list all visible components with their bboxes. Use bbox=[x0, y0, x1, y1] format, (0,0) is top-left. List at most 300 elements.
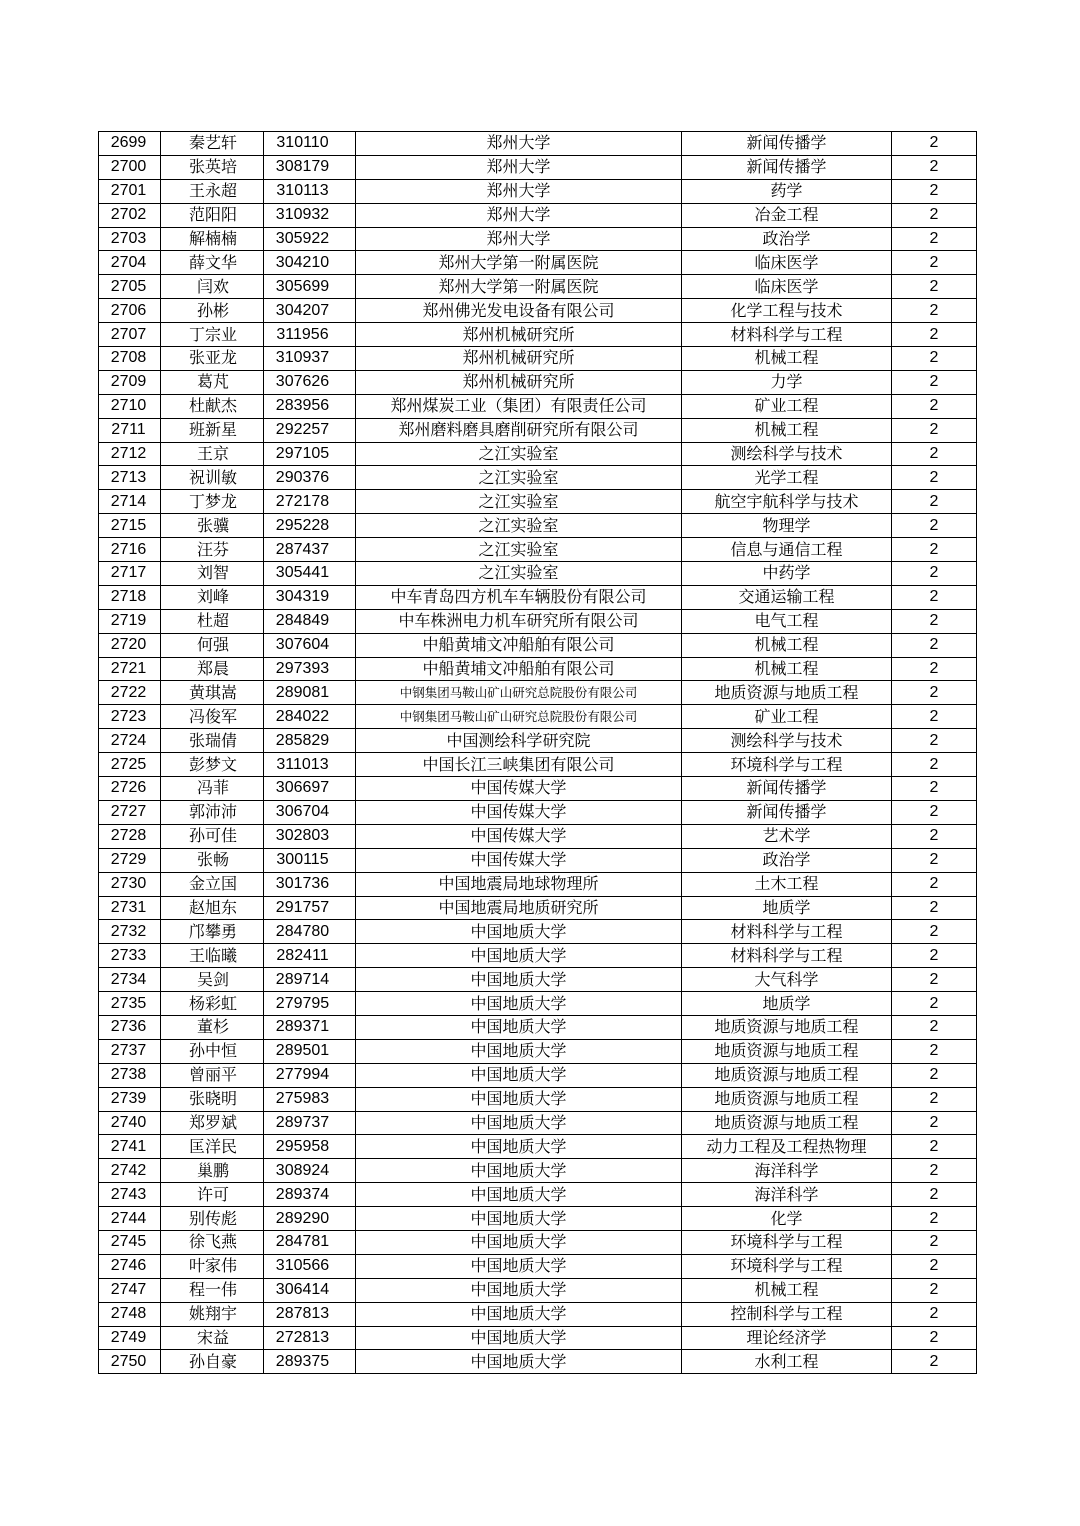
category-cell: 2 bbox=[892, 1015, 977, 1039]
id-number-cell: 272178 bbox=[264, 490, 356, 514]
discipline-cell: 冶金工程 bbox=[682, 203, 892, 227]
row-number-cell: 2744 bbox=[99, 1207, 161, 1231]
row-number-cell: 2746 bbox=[99, 1254, 161, 1278]
category-cell: 2 bbox=[892, 179, 977, 203]
row-number-cell: 2711 bbox=[99, 418, 161, 442]
category-cell: 2 bbox=[892, 585, 977, 609]
name-cell: 闫欢 bbox=[161, 275, 264, 299]
institution-cell: 中国地质大学 bbox=[356, 944, 682, 968]
institution-cell: 中钢集团马鞍山矿山研究总院股份有限公司 bbox=[356, 705, 682, 729]
id-number-cell: 287813 bbox=[264, 1302, 356, 1326]
category-cell: 2 bbox=[892, 394, 977, 418]
name-cell: 巢鹏 bbox=[161, 1159, 264, 1183]
name-cell: 叶家伟 bbox=[161, 1254, 264, 1278]
category-cell: 2 bbox=[892, 514, 977, 538]
row-number-cell: 2705 bbox=[99, 275, 161, 299]
row-number-cell: 2728 bbox=[99, 824, 161, 848]
name-cell: 郭沛沛 bbox=[161, 800, 264, 824]
id-number-cell: 310113 bbox=[264, 179, 356, 203]
category-cell: 2 bbox=[892, 657, 977, 681]
institution-cell: 中国地质大学 bbox=[356, 1135, 682, 1159]
row-number-cell: 2717 bbox=[99, 562, 161, 586]
institution-cell: 中国地震局地质研究所 bbox=[356, 896, 682, 920]
institution-cell: 中国地质大学 bbox=[356, 1254, 682, 1278]
id-number-cell: 307604 bbox=[264, 633, 356, 657]
discipline-cell: 环境科学与工程 bbox=[682, 753, 892, 777]
table-row bbox=[99, 1135, 977, 1159]
name-cell: 张骥 bbox=[161, 514, 264, 538]
id-number-cell: 297105 bbox=[264, 442, 356, 466]
table-row bbox=[99, 1063, 977, 1087]
category-cell: 2 bbox=[892, 705, 977, 729]
category-cell: 2 bbox=[892, 347, 977, 371]
row-number-cell: 2743 bbox=[99, 1183, 161, 1207]
category-cell: 2 bbox=[892, 562, 977, 586]
institution-cell: 中车青岛四方机车车辆股份有限公司 bbox=[356, 585, 682, 609]
table-row bbox=[99, 1254, 977, 1278]
name-cell: 杨彩虹 bbox=[161, 992, 264, 1016]
id-number-cell: 282411 bbox=[264, 944, 356, 968]
discipline-cell: 地质资源与地质工程 bbox=[682, 1111, 892, 1135]
table-row bbox=[99, 442, 977, 466]
discipline-cell: 地质资源与地质工程 bbox=[682, 1039, 892, 1063]
discipline-cell: 环境科学与工程 bbox=[682, 1254, 892, 1278]
institution-cell: 之江实验室 bbox=[356, 538, 682, 562]
category-cell: 2 bbox=[892, 251, 977, 275]
category-cell: 2 bbox=[892, 872, 977, 896]
name-cell: 何强 bbox=[161, 633, 264, 657]
table-row bbox=[99, 944, 977, 968]
institution-cell: 中船黄埔文冲船舶有限公司 bbox=[356, 633, 682, 657]
discipline-cell: 矿业工程 bbox=[682, 705, 892, 729]
id-number-cell: 289290 bbox=[264, 1207, 356, 1231]
name-cell: 徐飞燕 bbox=[161, 1230, 264, 1254]
row-number-cell: 2745 bbox=[99, 1230, 161, 1254]
row-number-cell: 2737 bbox=[99, 1039, 161, 1063]
name-cell: 葛芃 bbox=[161, 370, 264, 394]
id-number-cell: 304207 bbox=[264, 299, 356, 323]
name-cell: 杜超 bbox=[161, 609, 264, 633]
id-number-cell: 289714 bbox=[264, 968, 356, 992]
institution-cell: 中国传媒大学 bbox=[356, 824, 682, 848]
institution-cell: 郑州佛光发电设备有限公司 bbox=[356, 299, 682, 323]
table-row bbox=[99, 824, 977, 848]
category-cell: 2 bbox=[892, 968, 977, 992]
table-row bbox=[99, 538, 977, 562]
row-number-cell: 2748 bbox=[99, 1302, 161, 1326]
id-number-cell: 305699 bbox=[264, 275, 356, 299]
table-row bbox=[99, 992, 977, 1016]
table-row bbox=[99, 1230, 977, 1254]
discipline-cell: 新闻传播学 bbox=[682, 132, 892, 156]
id-number-cell: 310110 bbox=[264, 132, 356, 156]
name-cell: 董杉 bbox=[161, 1015, 264, 1039]
row-number-cell: 2730 bbox=[99, 872, 161, 896]
discipline-cell: 水利工程 bbox=[682, 1350, 892, 1374]
id-number-cell: 283956 bbox=[264, 394, 356, 418]
id-number-cell: 285829 bbox=[264, 729, 356, 753]
row-number-cell: 2742 bbox=[99, 1159, 161, 1183]
institution-cell: 中车株洲电力机车研究所有限公司 bbox=[356, 609, 682, 633]
discipline-cell: 材料科学与工程 bbox=[682, 920, 892, 944]
discipline-cell: 航空宇航科学与技术 bbox=[682, 490, 892, 514]
category-cell: 2 bbox=[892, 227, 977, 251]
discipline-cell: 新闻传播学 bbox=[682, 155, 892, 179]
name-cell: 宋益 bbox=[161, 1326, 264, 1350]
table-row bbox=[99, 1278, 977, 1302]
discipline-cell: 测绘科学与技术 bbox=[682, 729, 892, 753]
name-cell: 赵旭东 bbox=[161, 896, 264, 920]
institution-cell: 郑州煤炭工业（集团）有限责任公司 bbox=[356, 394, 682, 418]
table-row bbox=[99, 681, 977, 705]
name-cell: 别传彪 bbox=[161, 1207, 264, 1231]
name-cell: 冯菲 bbox=[161, 777, 264, 801]
table-row bbox=[99, 394, 977, 418]
institution-cell: 中国地质大学 bbox=[356, 1111, 682, 1135]
id-number-cell: 311956 bbox=[264, 323, 356, 347]
row-number-cell: 2747 bbox=[99, 1278, 161, 1302]
row-number-cell: 2739 bbox=[99, 1087, 161, 1111]
table-row bbox=[99, 1207, 977, 1231]
name-cell: 孙中恒 bbox=[161, 1039, 264, 1063]
category-cell: 2 bbox=[892, 753, 977, 777]
discipline-cell: 机械工程 bbox=[682, 418, 892, 442]
discipline-cell: 化学工程与技术 bbox=[682, 299, 892, 323]
category-cell: 2 bbox=[892, 729, 977, 753]
category-cell: 2 bbox=[892, 275, 977, 299]
category-cell: 2 bbox=[892, 1230, 977, 1254]
table-row bbox=[99, 729, 977, 753]
discipline-cell: 地质资源与地质工程 bbox=[682, 1087, 892, 1111]
row-number-cell: 2735 bbox=[99, 992, 161, 1016]
name-cell: 张亚龙 bbox=[161, 347, 264, 371]
name-cell: 丁宗业 bbox=[161, 323, 264, 347]
id-number-cell: 291757 bbox=[264, 896, 356, 920]
table-row bbox=[99, 1039, 977, 1063]
category-cell: 2 bbox=[892, 1207, 977, 1231]
id-number-cell: 310937 bbox=[264, 347, 356, 371]
category-cell: 2 bbox=[892, 1326, 977, 1350]
discipline-cell: 光学工程 bbox=[682, 466, 892, 490]
name-cell: 匡洋民 bbox=[161, 1135, 264, 1159]
name-cell: 解楠楠 bbox=[161, 227, 264, 251]
name-cell: 祝训敏 bbox=[161, 466, 264, 490]
discipline-cell: 临床医学 bbox=[682, 275, 892, 299]
id-number-cell: 308179 bbox=[264, 155, 356, 179]
institution-cell: 中国地质大学 bbox=[356, 1039, 682, 1063]
table-row bbox=[99, 275, 977, 299]
row-number-cell: 2707 bbox=[99, 323, 161, 347]
id-number-cell: 287437 bbox=[264, 538, 356, 562]
category-cell: 2 bbox=[892, 418, 977, 442]
category-cell: 2 bbox=[892, 1278, 977, 1302]
discipline-cell: 测绘科学与技术 bbox=[682, 442, 892, 466]
row-number-cell: 2723 bbox=[99, 705, 161, 729]
category-cell: 2 bbox=[892, 848, 977, 872]
institution-cell: 中国地质大学 bbox=[356, 1278, 682, 1302]
id-number-cell: 306704 bbox=[264, 800, 356, 824]
row-number-cell: 2716 bbox=[99, 538, 161, 562]
discipline-cell: 地质资源与地质工程 bbox=[682, 1015, 892, 1039]
category-cell: 2 bbox=[892, 1039, 977, 1063]
id-number-cell: 292257 bbox=[264, 418, 356, 442]
table-row bbox=[99, 753, 977, 777]
id-number-cell: 289501 bbox=[264, 1039, 356, 1063]
row-number-cell: 2750 bbox=[99, 1350, 161, 1374]
discipline-cell: 新闻传播学 bbox=[682, 777, 892, 801]
name-cell: 张英培 bbox=[161, 155, 264, 179]
institution-cell: 之江实验室 bbox=[356, 562, 682, 586]
category-cell: 2 bbox=[892, 299, 977, 323]
category-cell: 2 bbox=[892, 633, 977, 657]
institution-cell: 中国传媒大学 bbox=[356, 800, 682, 824]
category-cell: 2 bbox=[892, 1111, 977, 1135]
table-row bbox=[99, 251, 977, 275]
table-row bbox=[99, 585, 977, 609]
id-number-cell: 284780 bbox=[264, 920, 356, 944]
id-number-cell: 284849 bbox=[264, 609, 356, 633]
category-cell: 2 bbox=[892, 155, 977, 179]
category-cell: 2 bbox=[892, 538, 977, 562]
id-number-cell: 304210 bbox=[264, 251, 356, 275]
category-cell: 2 bbox=[892, 824, 977, 848]
table-row bbox=[99, 562, 977, 586]
institution-cell: 郑州大学第一附属医院 bbox=[356, 275, 682, 299]
institution-cell: 中国地质大学 bbox=[356, 992, 682, 1016]
row-number-cell: 2727 bbox=[99, 800, 161, 824]
institution-cell: 中国地质大学 bbox=[356, 968, 682, 992]
table-row bbox=[99, 896, 977, 920]
category-cell: 2 bbox=[892, 1063, 977, 1087]
name-cell: 范阳阳 bbox=[161, 203, 264, 227]
discipline-cell: 化学 bbox=[682, 1207, 892, 1231]
name-cell: 姚翔宇 bbox=[161, 1302, 264, 1326]
id-number-cell: 305441 bbox=[264, 562, 356, 586]
table-row bbox=[99, 203, 977, 227]
table-row bbox=[99, 1087, 977, 1111]
row-number-cell: 2699 bbox=[99, 132, 161, 156]
name-cell: 孙彬 bbox=[161, 299, 264, 323]
roster-table-body bbox=[99, 132, 977, 1374]
name-cell: 薛文华 bbox=[161, 251, 264, 275]
row-number-cell: 2703 bbox=[99, 227, 161, 251]
institution-cell: 中国地质大学 bbox=[356, 1087, 682, 1111]
table-row bbox=[99, 633, 977, 657]
institution-cell: 之江实验室 bbox=[356, 490, 682, 514]
row-number-cell: 2720 bbox=[99, 633, 161, 657]
category-cell: 2 bbox=[892, 1087, 977, 1111]
table-row bbox=[99, 968, 977, 992]
discipline-cell: 海洋科学 bbox=[682, 1183, 892, 1207]
id-number-cell: 297393 bbox=[264, 657, 356, 681]
id-number-cell: 300115 bbox=[264, 848, 356, 872]
name-cell: 彭梦文 bbox=[161, 753, 264, 777]
institution-cell: 中国地质大学 bbox=[356, 1350, 682, 1374]
row-number-cell: 2733 bbox=[99, 944, 161, 968]
institution-cell: 中国地质大学 bbox=[356, 1326, 682, 1350]
name-cell: 金立国 bbox=[161, 872, 264, 896]
name-cell: 郑晨 bbox=[161, 657, 264, 681]
discipline-cell: 临床医学 bbox=[682, 251, 892, 275]
discipline-cell: 政治学 bbox=[682, 227, 892, 251]
table-row bbox=[99, 1302, 977, 1326]
discipline-cell: 机械工程 bbox=[682, 633, 892, 657]
id-number-cell: 289371 bbox=[264, 1015, 356, 1039]
id-number-cell: 295958 bbox=[264, 1135, 356, 1159]
institution-cell: 中国地质大学 bbox=[356, 1207, 682, 1231]
institution-cell: 郑州大学 bbox=[356, 179, 682, 203]
institution-cell: 中国地质大学 bbox=[356, 1063, 682, 1087]
name-cell: 冯俊军 bbox=[161, 705, 264, 729]
roster-table bbox=[98, 131, 977, 1374]
institution-cell: 中船黄埔文冲船舶有限公司 bbox=[356, 657, 682, 681]
id-number-cell: 302803 bbox=[264, 824, 356, 848]
table-row bbox=[99, 705, 977, 729]
table-row bbox=[99, 347, 977, 371]
institution-cell: 郑州机械研究所 bbox=[356, 347, 682, 371]
discipline-cell: 环境科学与工程 bbox=[682, 1230, 892, 1254]
institution-cell: 中国地震局地球物理所 bbox=[356, 872, 682, 896]
institution-cell: 中国地质大学 bbox=[356, 1183, 682, 1207]
table-row bbox=[99, 848, 977, 872]
category-cell: 2 bbox=[892, 1302, 977, 1326]
discipline-cell: 地质学 bbox=[682, 896, 892, 920]
category-cell: 2 bbox=[892, 1135, 977, 1159]
row-number-cell: 2700 bbox=[99, 155, 161, 179]
table-row bbox=[99, 1326, 977, 1350]
id-number-cell: 311013 bbox=[264, 753, 356, 777]
institution-cell: 郑州大学 bbox=[356, 203, 682, 227]
table-row bbox=[99, 466, 977, 490]
name-cell: 班新星 bbox=[161, 418, 264, 442]
name-cell: 张晓明 bbox=[161, 1087, 264, 1111]
category-cell: 2 bbox=[892, 1254, 977, 1278]
discipline-cell: 地质资源与地质工程 bbox=[682, 1063, 892, 1087]
discipline-cell: 机械工程 bbox=[682, 1278, 892, 1302]
institution-cell: 中国测绘科学研究院 bbox=[356, 729, 682, 753]
name-cell: 刘峰 bbox=[161, 585, 264, 609]
discipline-cell: 海洋科学 bbox=[682, 1159, 892, 1183]
institution-cell: 郑州机械研究所 bbox=[356, 323, 682, 347]
id-number-cell: 310932 bbox=[264, 203, 356, 227]
table-row bbox=[99, 370, 977, 394]
discipline-cell: 物理学 bbox=[682, 514, 892, 538]
row-number-cell: 2718 bbox=[99, 585, 161, 609]
institution-cell: 中钢集团马鞍山矿山研究总院股份有限公司 bbox=[356, 681, 682, 705]
row-number-cell: 2708 bbox=[99, 347, 161, 371]
row-number-cell: 2736 bbox=[99, 1015, 161, 1039]
category-cell: 2 bbox=[892, 777, 977, 801]
row-number-cell: 2701 bbox=[99, 179, 161, 203]
id-number-cell: 304319 bbox=[264, 585, 356, 609]
discipline-cell: 理论经济学 bbox=[682, 1326, 892, 1350]
category-cell: 2 bbox=[892, 203, 977, 227]
id-number-cell: 306697 bbox=[264, 777, 356, 801]
name-cell: 刘智 bbox=[161, 562, 264, 586]
id-number-cell: 289081 bbox=[264, 681, 356, 705]
discipline-cell: 动力工程及工程热物理 bbox=[682, 1135, 892, 1159]
category-cell: 2 bbox=[892, 800, 977, 824]
category-cell: 2 bbox=[892, 1159, 977, 1183]
category-cell: 2 bbox=[892, 920, 977, 944]
row-number-cell: 2714 bbox=[99, 490, 161, 514]
discipline-cell: 电气工程 bbox=[682, 609, 892, 633]
discipline-cell: 地质学 bbox=[682, 992, 892, 1016]
discipline-cell: 中药学 bbox=[682, 562, 892, 586]
row-number-cell: 2709 bbox=[99, 370, 161, 394]
name-cell: 杜献杰 bbox=[161, 394, 264, 418]
row-number-cell: 2713 bbox=[99, 466, 161, 490]
institution-cell: 郑州大学 bbox=[356, 155, 682, 179]
id-number-cell: 284781 bbox=[264, 1230, 356, 1254]
discipline-cell: 信息与通信工程 bbox=[682, 538, 892, 562]
category-cell: 2 bbox=[892, 1350, 977, 1374]
table-row bbox=[99, 657, 977, 681]
row-number-cell: 2706 bbox=[99, 299, 161, 323]
row-number-cell: 2722 bbox=[99, 681, 161, 705]
discipline-cell: 交通运输工程 bbox=[682, 585, 892, 609]
id-number-cell: 289375 bbox=[264, 1350, 356, 1374]
institution-cell: 郑州机械研究所 bbox=[356, 370, 682, 394]
discipline-cell: 机械工程 bbox=[682, 347, 892, 371]
table-row bbox=[99, 1159, 977, 1183]
row-number-cell: 2702 bbox=[99, 203, 161, 227]
row-number-cell: 2719 bbox=[99, 609, 161, 633]
name-cell: 许可 bbox=[161, 1183, 264, 1207]
row-number-cell: 2724 bbox=[99, 729, 161, 753]
category-cell: 2 bbox=[892, 944, 977, 968]
id-number-cell: 290376 bbox=[264, 466, 356, 490]
discipline-cell: 新闻传播学 bbox=[682, 800, 892, 824]
row-number-cell: 2704 bbox=[99, 251, 161, 275]
id-number-cell: 275983 bbox=[264, 1087, 356, 1111]
category-cell: 2 bbox=[892, 490, 977, 514]
table-row bbox=[99, 514, 977, 538]
table-row bbox=[99, 872, 977, 896]
discipline-cell: 材料科学与工程 bbox=[682, 944, 892, 968]
table-row bbox=[99, 609, 977, 633]
name-cell: 王永超 bbox=[161, 179, 264, 203]
row-number-cell: 2731 bbox=[99, 896, 161, 920]
discipline-cell: 控制科学与工程 bbox=[682, 1302, 892, 1326]
table-row bbox=[99, 323, 977, 347]
name-cell: 曾丽平 bbox=[161, 1063, 264, 1087]
name-cell: 王临曦 bbox=[161, 944, 264, 968]
table-row bbox=[99, 1350, 977, 1374]
institution-cell: 郑州大学 bbox=[356, 227, 682, 251]
row-number-cell: 2721 bbox=[99, 657, 161, 681]
discipline-cell: 材料科学与工程 bbox=[682, 323, 892, 347]
institution-cell: 中国长江三峡集团有限公司 bbox=[356, 753, 682, 777]
id-number-cell: 301736 bbox=[264, 872, 356, 896]
discipline-cell: 矿业工程 bbox=[682, 394, 892, 418]
name-cell: 邝攀勇 bbox=[161, 920, 264, 944]
row-number-cell: 2740 bbox=[99, 1111, 161, 1135]
discipline-cell: 机械工程 bbox=[682, 657, 892, 681]
category-cell: 2 bbox=[892, 1183, 977, 1207]
name-cell: 郑罗斌 bbox=[161, 1111, 264, 1135]
discipline-cell: 药学 bbox=[682, 179, 892, 203]
row-number-cell: 2726 bbox=[99, 777, 161, 801]
institution-cell: 郑州大学第一附属医院 bbox=[356, 251, 682, 275]
id-number-cell: 305922 bbox=[264, 227, 356, 251]
id-number-cell: 308924 bbox=[264, 1159, 356, 1183]
table-row bbox=[99, 179, 977, 203]
table-row bbox=[99, 418, 977, 442]
discipline-cell: 政治学 bbox=[682, 848, 892, 872]
name-cell: 孙可佳 bbox=[161, 824, 264, 848]
name-cell: 程一伟 bbox=[161, 1278, 264, 1302]
